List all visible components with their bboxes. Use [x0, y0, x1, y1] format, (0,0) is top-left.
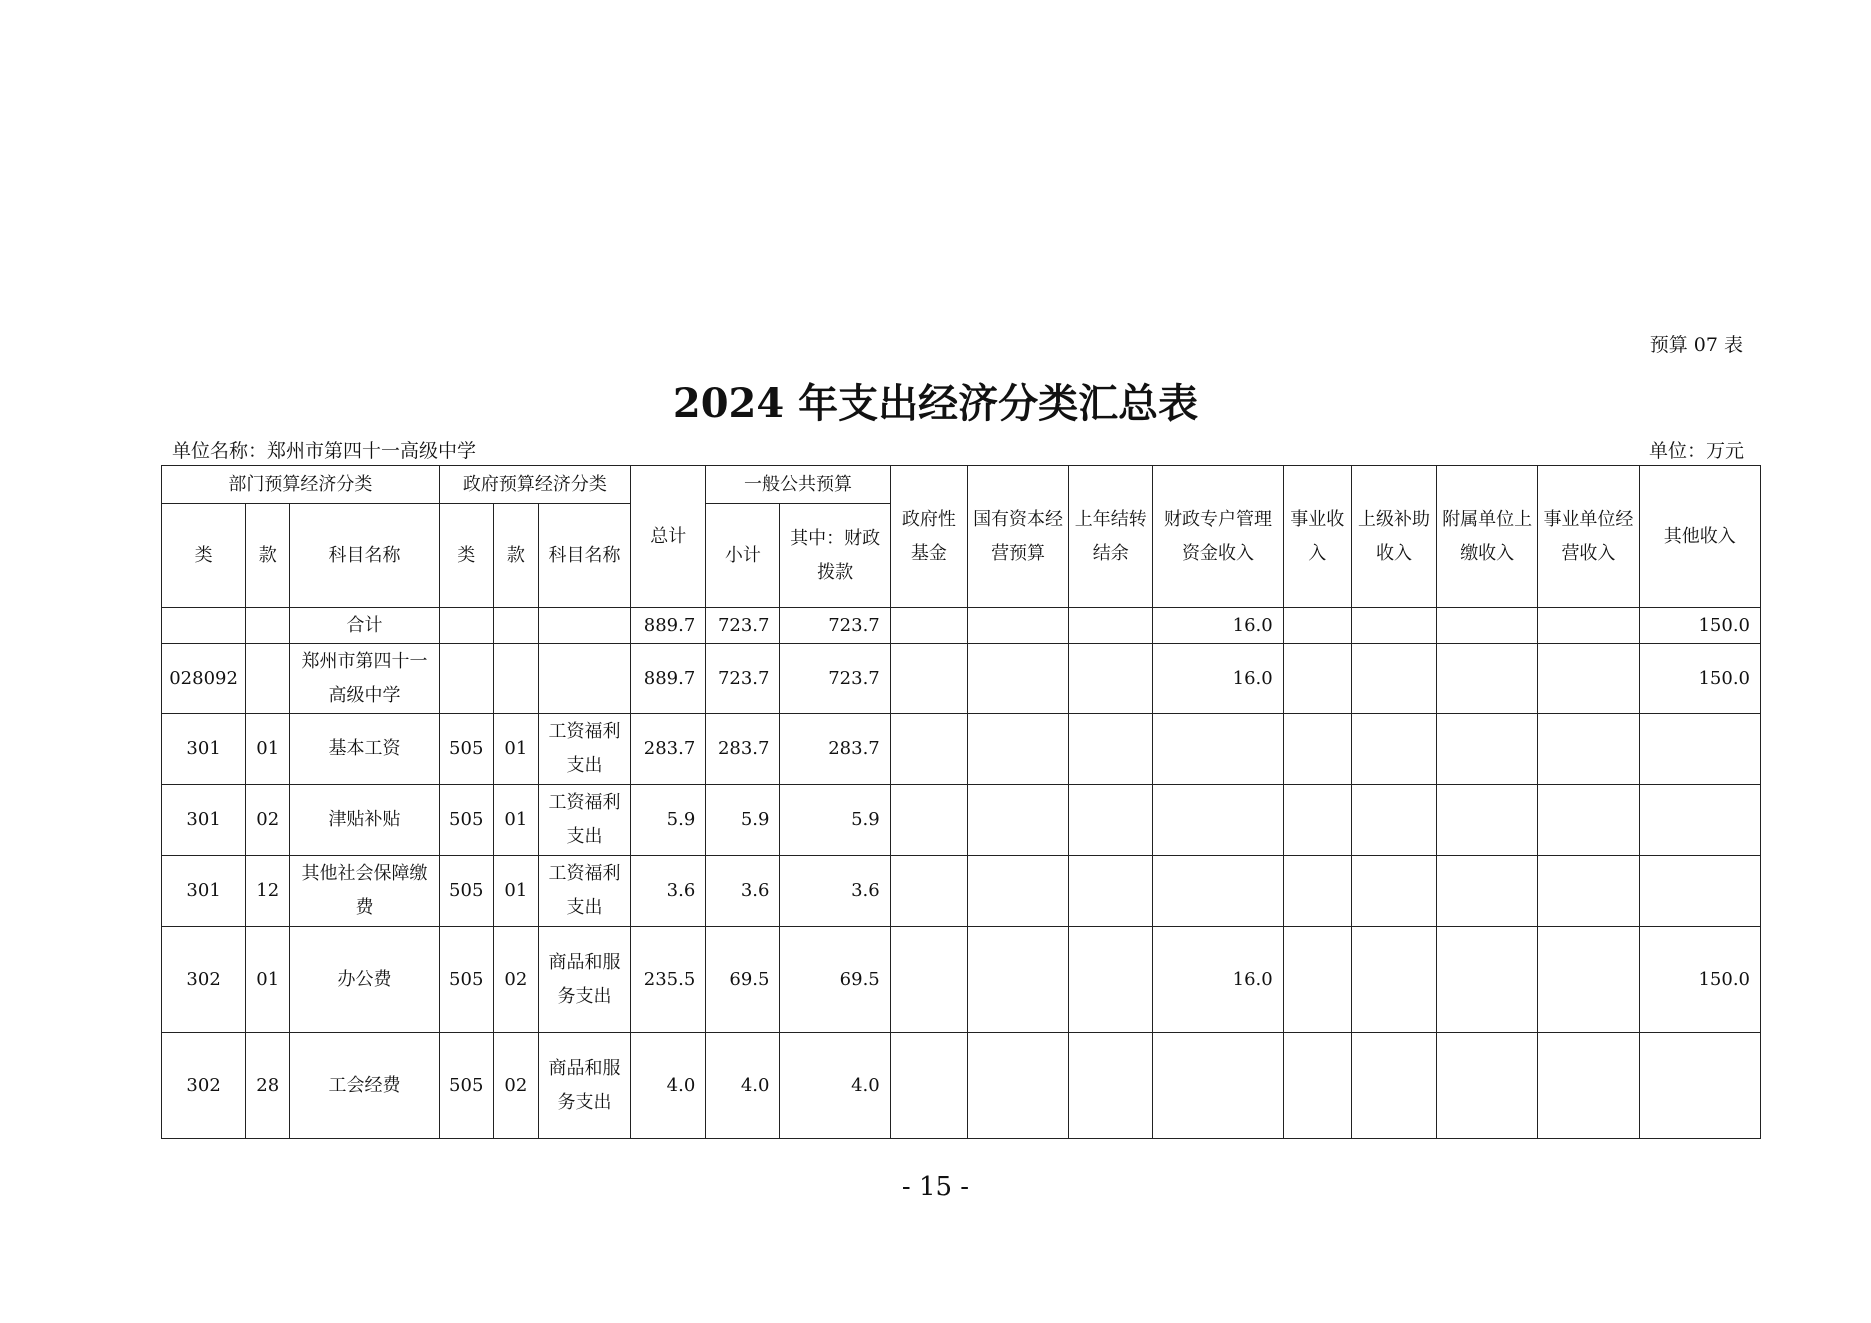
table-cell: 16.0	[1153, 927, 1283, 1033]
table-cell	[493, 644, 538, 714]
table-cell	[1069, 785, 1153, 856]
table-cell	[493, 608, 538, 644]
table-cell	[1437, 1033, 1538, 1139]
header-lei: 类	[162, 504, 246, 608]
table-cell	[1153, 785, 1283, 856]
header-superior-subsidy: 上级补助收入	[1351, 466, 1436, 608]
table-cell	[1153, 1033, 1283, 1139]
table-cell	[890, 1033, 967, 1139]
table-cell	[967, 644, 1068, 714]
table-row	[162, 927, 1761, 1033]
table-cell: 商品和服务支出	[538, 1033, 630, 1139]
page-title: 2024 年支出经济分类汇总表	[672, 380, 1199, 427]
table-cell: 235.5	[631, 927, 706, 1033]
table-cell	[1069, 856, 1153, 927]
header-total: 总计	[631, 466, 706, 608]
table-cell	[1069, 927, 1153, 1033]
table-row	[162, 714, 1761, 785]
header-business-income: 事业收入	[1283, 466, 1351, 608]
table-cell	[890, 714, 967, 785]
header-subtotal: 小计	[706, 504, 780, 608]
table-cell	[1283, 608, 1351, 644]
table-cell: 150.0	[1639, 644, 1760, 714]
table-cell: 028092	[162, 644, 246, 714]
table-cell: 5.9	[706, 785, 780, 856]
table-cell	[1437, 927, 1538, 1033]
header-gov-subject-name: 科目名称	[538, 504, 630, 608]
header-carryover: 上年结转结余	[1069, 466, 1153, 608]
header-general-budget: 一般公共预算	[706, 466, 890, 504]
header-gov-fund: 政府性基金	[890, 466, 967, 608]
table-cell	[1437, 644, 1538, 714]
header-gov-kuan: 款	[493, 504, 538, 608]
table-cell: 3.6	[631, 856, 706, 927]
table-cell: 723.7	[780, 644, 890, 714]
expenditure-table	[161, 465, 1761, 1139]
table-cell: 302	[162, 927, 246, 1033]
table-cell	[1351, 1033, 1436, 1139]
table-cell	[538, 608, 630, 644]
table-cell	[162, 608, 246, 644]
page-number: - 15 -	[901, 1172, 970, 1202]
table-cell	[967, 856, 1068, 927]
table-cell: 723.7	[706, 608, 780, 644]
header-other-income: 其他收入	[1639, 466, 1760, 608]
header-special-fund: 财政专户管理资金收入	[1153, 466, 1283, 608]
table-cell	[1283, 856, 1351, 927]
table-cell: 28	[246, 1033, 290, 1139]
table-cell: 12	[246, 856, 290, 927]
table-cell: 5.9	[631, 785, 706, 856]
table-cell	[1437, 608, 1538, 644]
table-cell	[967, 785, 1068, 856]
header-gov-lei: 类	[439, 504, 493, 608]
table-cell: 283.7	[631, 714, 706, 785]
table-cell: 301	[162, 714, 246, 785]
table-cell: 01	[493, 785, 538, 856]
table-cell	[1153, 856, 1283, 927]
table-cell: 3.6	[706, 856, 780, 927]
table-cell: 津贴补贴	[290, 785, 439, 856]
table-cell	[967, 1033, 1068, 1139]
table-cell: 01	[246, 927, 290, 1033]
table-cell	[1437, 856, 1538, 927]
table-cell: 16.0	[1153, 608, 1283, 644]
table-cell: 69.5	[706, 927, 780, 1033]
table-cell: 505	[439, 1033, 493, 1139]
table-cell: 02	[246, 785, 290, 856]
table-cell	[1069, 608, 1153, 644]
table-cell	[1437, 714, 1538, 785]
header-kuan: 款	[246, 504, 290, 608]
table-cell	[1351, 644, 1436, 714]
table-cell: 505	[439, 927, 493, 1033]
table-cell: 5.9	[780, 785, 890, 856]
table-cell: 其他社会保障缴费	[290, 856, 439, 927]
table-cell	[1351, 927, 1436, 1033]
table-cell: 889.7	[631, 644, 706, 714]
table-cell	[1153, 714, 1283, 785]
table-cell: 02	[493, 1033, 538, 1139]
table-cell: 4.0	[631, 1033, 706, 1139]
table-cell	[538, 644, 630, 714]
table-cell: 01	[493, 714, 538, 785]
form-number: 预算 07 表	[1649, 334, 1743, 356]
header-gov-econ-class: 政府预算经济分类	[439, 466, 630, 504]
table-cell: 工资福利支出	[538, 714, 630, 785]
table-cell: 办公费	[290, 927, 439, 1033]
table-cell: 505	[439, 856, 493, 927]
table-cell	[1437, 785, 1538, 856]
table-cell	[1639, 785, 1760, 856]
header-state-capital: 国有资本经营预算	[967, 466, 1068, 608]
table-cell	[439, 644, 493, 714]
table-cell: 01	[493, 856, 538, 927]
table-cell	[890, 644, 967, 714]
table-cell	[246, 608, 290, 644]
table-cell: 4.0	[706, 1033, 780, 1139]
table-cell	[1351, 714, 1436, 785]
table-cell	[1069, 714, 1153, 785]
table-cell: 301	[162, 856, 246, 927]
table-cell: 01	[246, 714, 290, 785]
table-cell	[439, 608, 493, 644]
table-cell	[890, 785, 967, 856]
header-affiliated: 附属单位上缴收入	[1437, 466, 1538, 608]
table-cell: 301	[162, 785, 246, 856]
table-cell: 150.0	[1639, 608, 1760, 644]
table-cell	[1069, 1033, 1153, 1139]
table-row	[162, 856, 1761, 927]
table-cell: 郑州市第四十一高级中学	[290, 644, 439, 714]
table-cell	[1538, 785, 1639, 856]
table-cell	[1351, 856, 1436, 927]
table-cell	[1283, 644, 1351, 714]
table-cell	[1538, 608, 1639, 644]
table-cell	[1351, 785, 1436, 856]
table-cell: 889.7	[631, 608, 706, 644]
table-cell	[1069, 644, 1153, 714]
table-cell: 723.7	[706, 644, 780, 714]
table-cell	[1538, 714, 1639, 785]
table-cell	[1283, 927, 1351, 1033]
table-cell	[967, 608, 1068, 644]
table-cell	[1639, 1033, 1760, 1139]
table-cell	[1283, 1033, 1351, 1139]
table-cell: 02	[493, 927, 538, 1033]
table-cell: 合计	[290, 608, 439, 644]
table-row	[162, 785, 1761, 856]
table-cell	[246, 644, 290, 714]
table-row	[162, 644, 1761, 714]
table-cell	[890, 856, 967, 927]
table-cell: 商品和服务支出	[538, 927, 630, 1033]
table-cell	[1538, 644, 1639, 714]
table-cell	[1639, 856, 1760, 927]
table-cell: 工资福利支出	[538, 785, 630, 856]
currency-unit: 单位：万元	[1648, 440, 1744, 462]
table-cell: 505	[439, 785, 493, 856]
table-cell	[890, 927, 967, 1033]
table-cell: 3.6	[780, 856, 890, 927]
table-cell: 4.0	[780, 1033, 890, 1139]
table-cell: 283.7	[780, 714, 890, 785]
table-cell: 工资福利支出	[538, 856, 630, 927]
table-cell	[1283, 785, 1351, 856]
table-cell: 283.7	[706, 714, 780, 785]
header-dept-econ-class: 部门预算经济分类	[162, 466, 440, 504]
header-row-1	[162, 466, 1761, 504]
table-cell	[1538, 927, 1639, 1033]
table-cell: 基本工资	[290, 714, 439, 785]
unit-name: 单位名称：郑州市第四十一高级中学	[172, 440, 477, 462]
table-cell: 150.0	[1639, 927, 1760, 1033]
table-cell	[1283, 714, 1351, 785]
table-cell	[1538, 1033, 1639, 1139]
table-cell	[1639, 714, 1760, 785]
table-cell	[1538, 856, 1639, 927]
header-fiscal-allocation: 其中：财政拨款	[780, 504, 890, 608]
table-cell: 723.7	[780, 608, 890, 644]
table-cell	[1351, 608, 1436, 644]
table-cell	[967, 927, 1068, 1033]
table-cell	[890, 608, 967, 644]
header-subject-name: 科目名称	[290, 504, 439, 608]
table-cell: 工会经费	[290, 1033, 439, 1139]
table-cell: 16.0	[1153, 644, 1283, 714]
table-cell: 505	[439, 714, 493, 785]
table-row	[162, 1033, 1761, 1139]
table-row	[162, 608, 1761, 644]
table-cell	[967, 714, 1068, 785]
header-operating: 事业单位经营收入	[1538, 466, 1639, 608]
table-cell: 69.5	[780, 927, 890, 1033]
table-cell: 302	[162, 1033, 246, 1139]
